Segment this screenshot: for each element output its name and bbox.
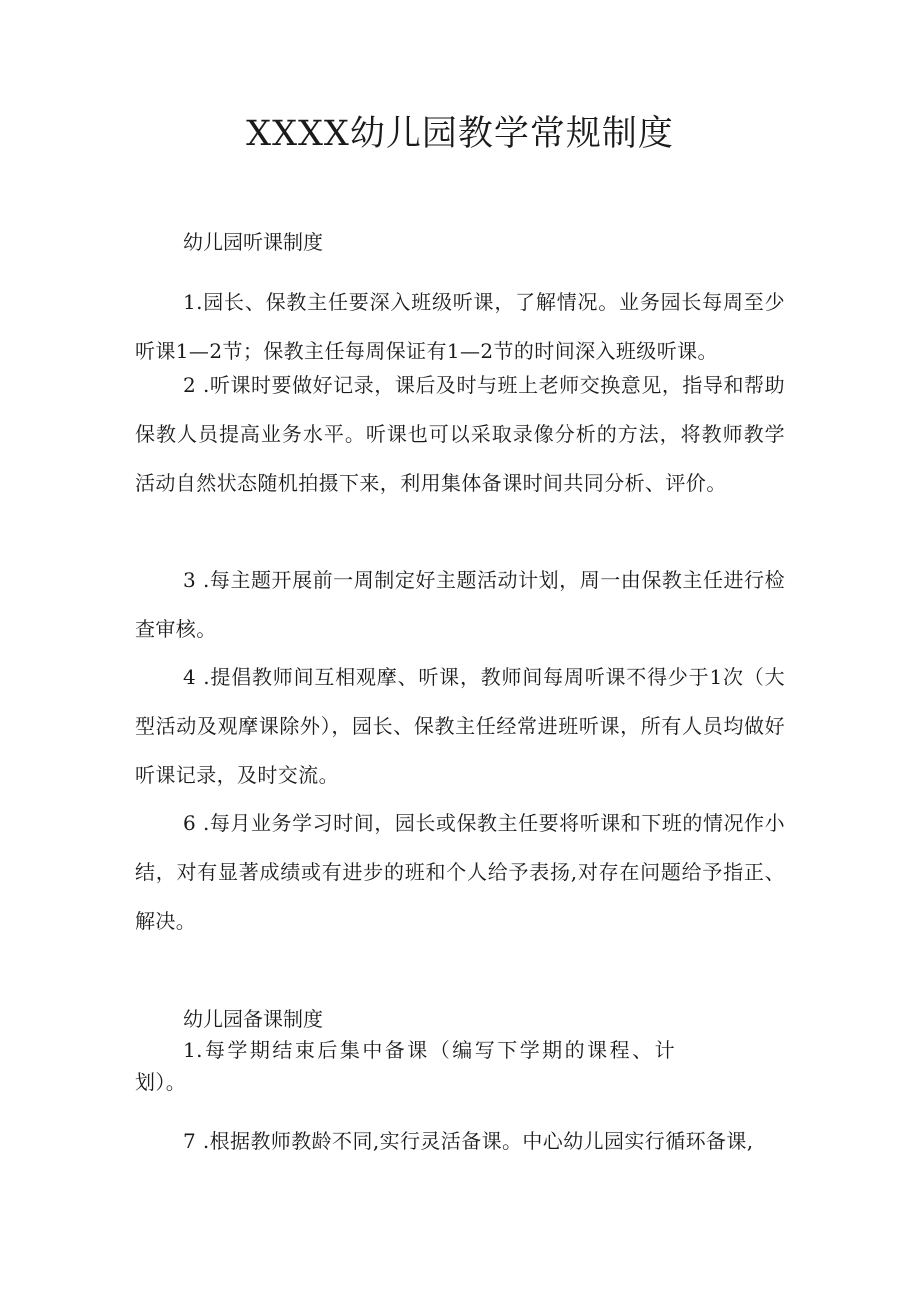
paragraph-listening-1: 1.园长、保教主任要深入班级听课，了解情况。业务园长每周至少听课1—2节；保教主任每周保证有1—2节的时间深入班级听课。 [135,290,785,363]
paragraph-preparation-7: 7 .根据教师教龄不同,实行灵活备课。中心幼儿园实行循环备课, [183,1129,754,1153]
paragraph-listening-2: 2 .听课时要做好记录，课后及时与班上老师交换意见，指导和帮助保教人员提高业务水平。听课也可以采取录像分析的方法，将教师教学活动自然状态随机拍摄下来，利用集体备课时间共同分析、评价。 [135,373,785,495]
paragraph-listening-3: 3 .每主题开展前一周制定好主题活动计划，周一由保教主任进行检查审核。 [135,568,785,641]
document-title: XXXX幼儿园教学常规制度 [246,114,674,154]
paragraph-preparation-1: 1.每学期结束后集中备课（编写下学期的课程、计划）。 [135,1038,675,1094]
section-heading-preparation: 幼儿园备课制度 [183,1007,323,1031]
section-heading-listening: 幼儿园听课制度 [183,230,323,254]
paragraph-listening-6: 6 .每月业务学习时间，园长或保教主任要将听课和下班的情况作小结，对有显著成绩或有进步的班和个人给予表扬,对存在问题给予指正、解决。 [135,811,785,933]
paragraph-listening-4: 4 .提倡教师间互相观摩、听课，教师间每周听课不得少于1次（大型活动及观摩课除外），园长、保教主任经常进班听课，所有人员均做好听课记录，及时交流。 [135,665,785,787]
